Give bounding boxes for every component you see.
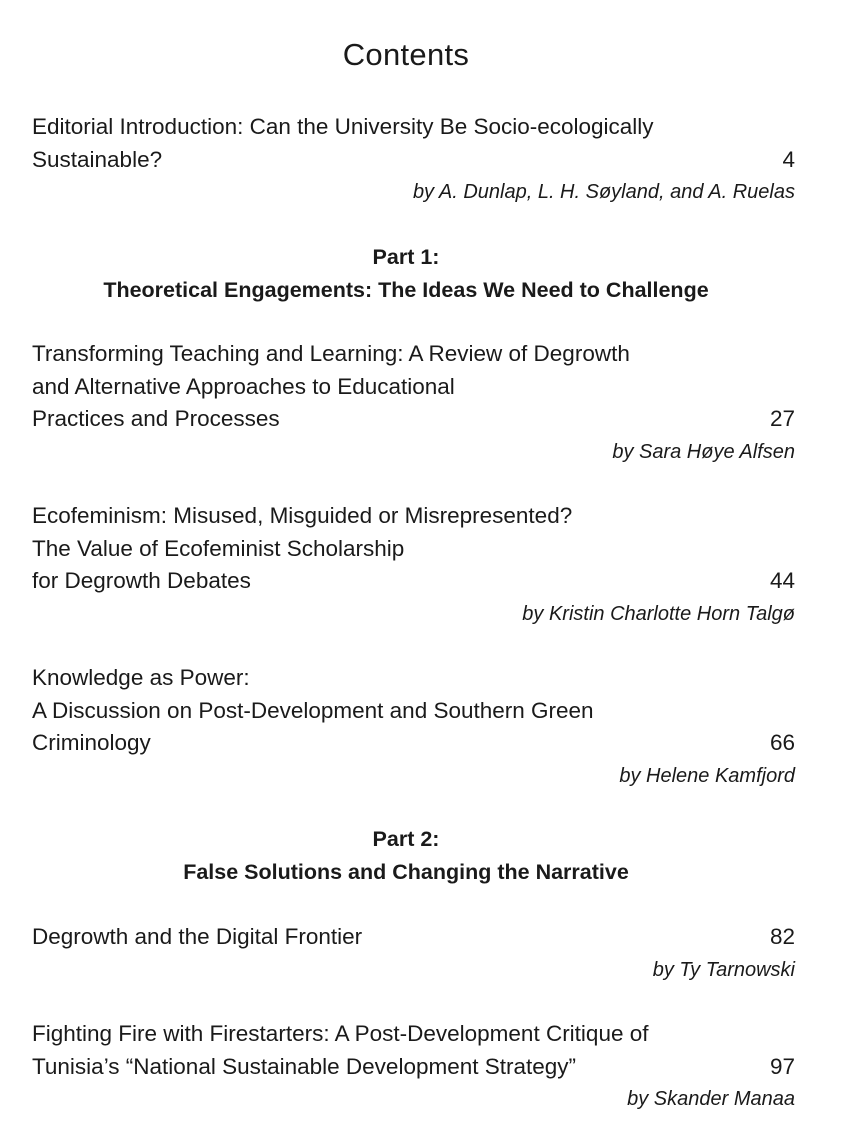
part-1-title: Theoretical Engagements: The Ideas We Need to Challenge <box>103 277 709 302</box>
entry-title-line: Fighting Fire with Firestarters: A Post-Development Critique of <box>32 1021 649 1046</box>
entry-title-line: The Value of Ecofeminist Scholarship <box>32 535 405 561</box>
page-title: Contents <box>342 36 470 72</box>
entry-title-line: Degrowth and the Digital Frontier <box>32 924 363 949</box>
page-number: 66 <box>769 730 795 755</box>
entry-title-line: Ecofeminism: Misused, Misguided or Misrepresented? <box>32 503 573 528</box>
toc-entry-editorial-introduction <box>32 111 795 208</box>
page-number: 27 <box>769 406 795 431</box>
entry-title-line: and Alternative Approaches to Educational <box>32 373 455 399</box>
entry-author: by Ty Tarnowski <box>652 958 795 981</box>
part-1-label: Part 1: <box>372 245 440 269</box>
entry-title-line: for Degrowth Debates <box>32 568 251 593</box>
page-number: 82 <box>769 924 795 949</box>
toc-entry-transforming-teaching <box>32 338 795 468</box>
entry-author: by Kristin Charlotte Horn Talgø <box>522 602 795 625</box>
entry-title-line: Sustainable? <box>32 146 163 172</box>
entry-title-line: Editorial Introduction: Can the University Be Socio-ecologically <box>32 114 654 139</box>
page-number: 4 <box>782 146 795 172</box>
entry-title-line: Criminology <box>32 730 151 755</box>
entry-title-line: Practices and Processes <box>32 406 280 431</box>
entry-author: by A. Dunlap, L. H. Søyland, and A. Ruelas <box>412 181 795 203</box>
part-2-heading <box>0 823 812 888</box>
entry-title-line: A Discussion on Post-Development and Southern Green <box>32 697 594 723</box>
toc-entry-fighting-fire <box>32 1018 795 1115</box>
entry-author: by Helene Kamfjord <box>619 764 795 787</box>
entry-author: by Sara Høye Alfsen <box>612 440 795 463</box>
toc-entry-knowledge-as-power <box>32 662 795 792</box>
part-2-title: False Solutions and Changing the Narrative <box>183 859 629 884</box>
toc-entry-digital-frontier <box>32 921 795 986</box>
toc-entry-ecofeminism <box>32 500 795 630</box>
entry-author: by Skander Manaa <box>627 1088 795 1110</box>
entry-title-line: Transforming Teaching and Learning: A Review of Degrowth <box>32 341 630 366</box>
part-2-label: Part 2: <box>372 827 440 851</box>
entry-title-line: Knowledge as Power: <box>32 665 250 690</box>
entry-title-line: Tunisia’s “National Sustainable Development Strategy” <box>32 1053 577 1079</box>
page-number: 97 <box>769 1053 795 1079</box>
page-number: 44 <box>769 568 795 593</box>
part-1-heading <box>0 241 812 306</box>
